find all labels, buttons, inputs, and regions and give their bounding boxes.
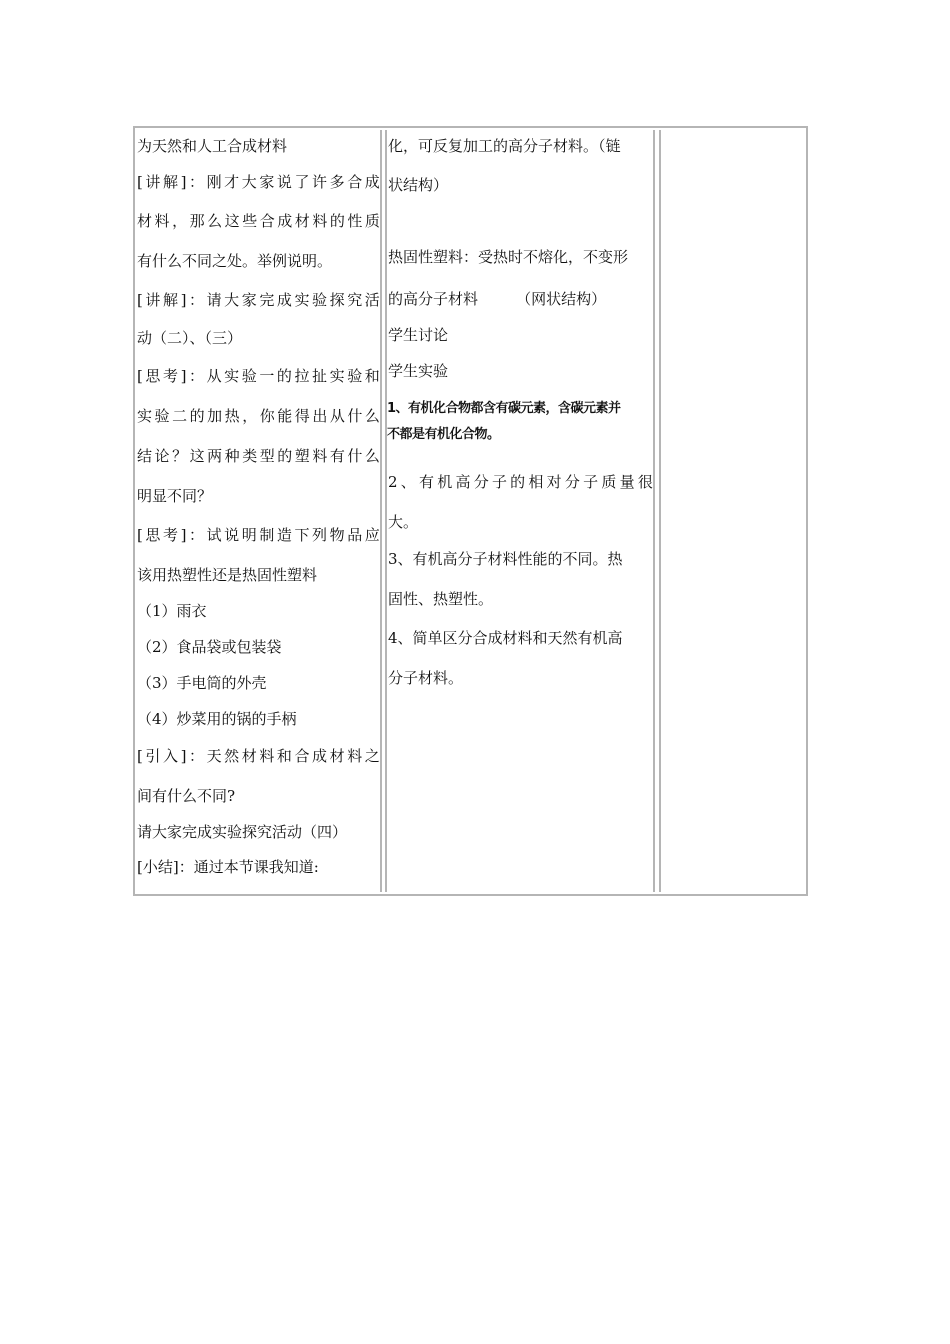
text-line: 学生实验 <box>388 362 449 380</box>
text-line: （3）手电筒的外壳 <box>137 674 267 692</box>
text-line: [ 讲 解 ] ： 请 大 家 完 成 实 验 探 究 活 <box>137 291 380 309</box>
teacher-activity-column <box>137 130 382 892</box>
text-line: 固性、热塑性。 <box>388 590 494 608</box>
text-line: 状结构） <box>388 176 449 194</box>
text-line: [ 引 入 ] ： 天 然 材 料 和 合 成 材 料 之 <box>137 747 380 765</box>
text-line: 大。 <box>388 513 419 531</box>
text-line: （4）炒菜用的锅的手柄 <box>137 710 297 728</box>
lesson-plan-table <box>133 126 808 896</box>
text-line: [ 讲 解 ] ： 刚 才 大 家 说 了 许 多 合 成 <box>137 173 380 191</box>
conclusion-note: 1、有机化合物都含有碳元素，含碳元素并 <box>387 401 621 416</box>
text-line: 热固性塑料：受热时不熔化，不变形 <box>388 248 629 266</box>
conclusion-note: 不都是有机化合物。 <box>387 427 500 442</box>
text-line: （1）雨衣 <box>137 602 207 620</box>
text-line: 材 料 ， 那 么 这 些 合 成 材 料 的 性 质 <box>137 212 380 230</box>
text-line: [ 思 考 ] ： 试 说 明 制 造 下 列 物 品 应 <box>137 526 380 544</box>
text-line: 有什么不同之处。举例说明。 <box>137 252 333 270</box>
notes-column <box>659 130 804 892</box>
text-line: 间有什么不同? <box>137 787 236 805</box>
text-line: 3、有机高分子材料性能的不同。热 <box>388 550 623 568</box>
text-line: 化，可反复加工的高分子材料。（链 <box>388 137 621 155</box>
text-line: 动（二）、（三） <box>137 329 243 347</box>
text-line: 明显不同？ <box>137 487 213 505</box>
text-line: 结 论 ？ 这 两 种 类 型 的 塑 料 有 什 么 <box>137 447 380 465</box>
text-line: 请大家完成实验探究活动（四） <box>137 823 348 841</box>
text-line: [小结]：通过本节课我知道: <box>137 858 319 876</box>
text-line: 该用热塑性还是热固性塑料 <box>137 566 318 584</box>
text-line: 4、简单区分合成材料和天然有机高 <box>388 629 623 647</box>
text-line: 实 验 二 的 加 热 ， 你 能 得 出 从 什 么 <box>137 407 380 425</box>
text-line: （2）食品袋或包装袋 <box>137 638 282 656</box>
text-line: 2 、 有 机 高 分 子 的 相 对 分 子 质 量 很 <box>388 473 653 491</box>
text-line: 学生讨论 <box>388 326 449 344</box>
student-activity-column <box>385 130 655 892</box>
text-line: 的高分子材料 （网状结构） <box>388 290 607 308</box>
text-line: 为天然和人工合成材料 <box>137 137 288 155</box>
text-line: 分子材料。 <box>388 669 464 687</box>
text-line: [ 思 考 ] ： 从 实 验 一 的 拉 扯 实 验 和 <box>137 367 380 385</box>
